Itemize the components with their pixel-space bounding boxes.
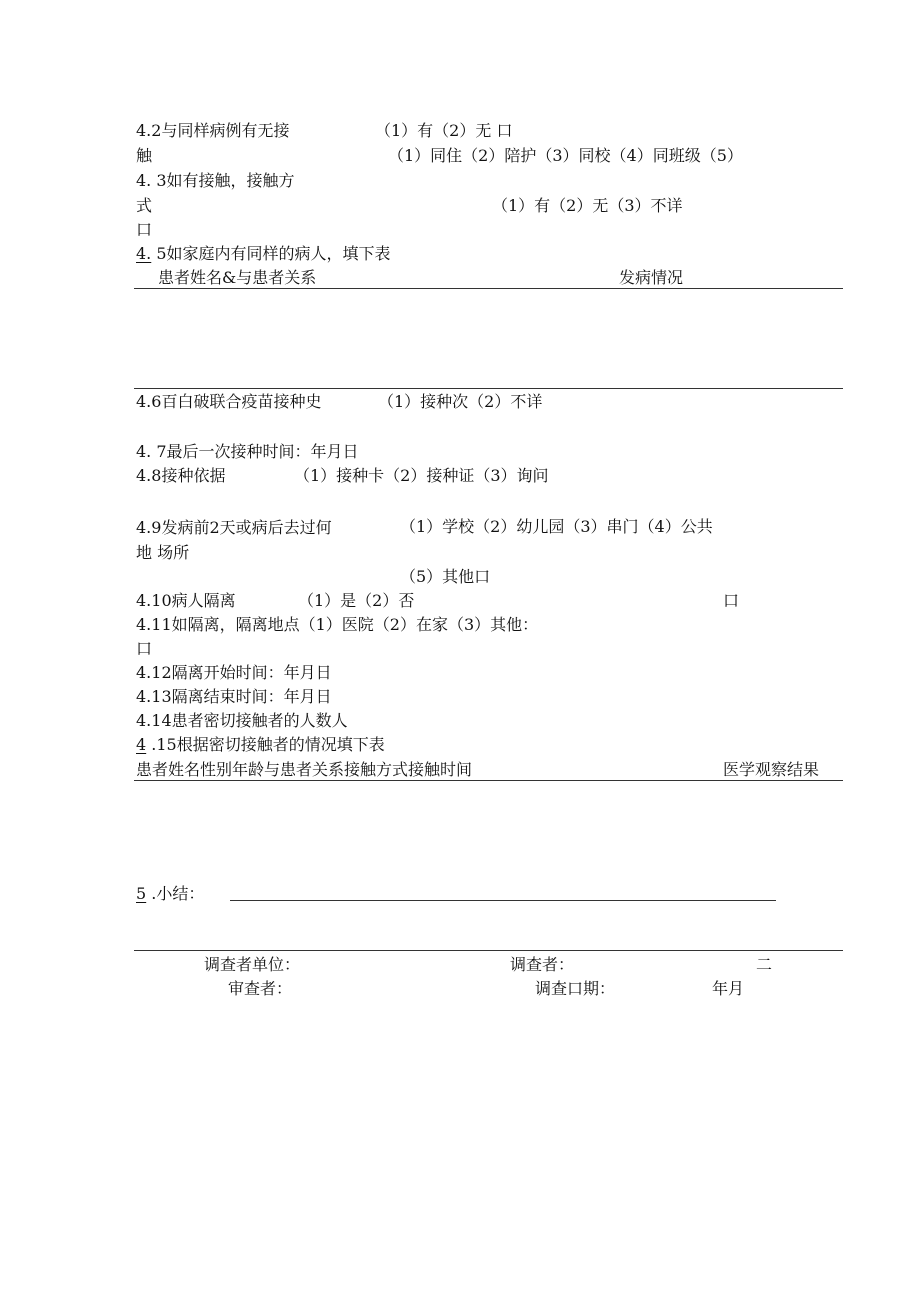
q4-15-title: .15根据密切接触者的情况填下表 [146,735,385,754]
q4-3-label: 4. 3如有接触，接触方 [136,171,295,190]
q4-8-options: （1）接种卡（2）接种证（3）询问 [294,466,549,485]
q4-5-col-patient: 患者姓名&与患者关系 [158,268,317,287]
summary-label: .小结： [146,884,205,903]
q4-15-table-rule [134,780,843,781]
q4-11-text: 4.11如隔离，隔离地点（1）医院（2）在家（3）其他： [136,615,539,634]
q4-13-text: 4.13隔离结束时间：年月日 [136,687,332,706]
q4-15-columns: 患者姓名性别年龄与患者关系接触方式接触时间 [136,760,473,779]
survey-date-label: 调查口期： [535,979,616,998]
q4-15-heading [136,735,385,755]
q4-12-text: 4.12隔离开始时间：年月日 [136,663,332,682]
summary-fill-line [230,900,776,901]
q4-3-label-cont: 式 [136,196,153,215]
q4-3-options: （1）同住（2）陪护（3）同校（4）同班级（5） [388,146,743,165]
q4-5-heading [136,244,391,264]
q4-14-text: 4.14患者密切接触者的人数人 [136,711,348,730]
q4-4-options: （1）有（2）无（3）不详 [492,196,683,215]
q4-7-text: 4. 7最后一次接种时间：年月日 [136,442,359,461]
q4-8-label: 4.8接种依据 [136,466,226,485]
reviewer-label: 审查者： [228,979,293,998]
q4-9-options-cont: （5）其他口 [400,567,491,586]
q4-11-checkbox: 口 [136,639,153,658]
q4-6-options: （1）接种次（2）不详 [378,392,543,411]
year-month-text: 年月 [712,979,745,998]
q4-5-number: 4. [136,244,152,263]
q4-2-options: （1）有（2）无 口 [375,121,513,140]
q4-10-checkbox: 口 [723,591,740,610]
q4-5-table-bottom-rule [134,388,843,389]
q4-9-label-cont: 地 场所 [136,543,190,562]
q4-6-label: 4.6百白破联合疫苗接种史 [136,392,322,411]
summary-heading [136,884,204,904]
q4-5-col-onset: 发病情况 [619,268,684,287]
q4-3-checkbox: 口 [136,220,153,239]
q4-15-number: 4 [136,735,147,754]
footer-rule [134,950,843,951]
q4-10-options: （1）是（2）否 [298,591,415,610]
investigator-label: 调查者： [510,955,575,974]
investigator-unit-label: 调查者单位： [204,955,301,974]
q4-2-label-cont: 触 [136,146,153,165]
q4-9-label: 4.9发病前2天或病后去过何 [136,518,332,537]
summary-number: 5 [136,884,147,903]
q4-2-label: 4.2与同样病例有无接 [136,121,290,140]
q4-5-table-top-rule [134,288,843,289]
q4-10-label: 4.10病人隔离 [136,591,236,610]
q4-5-title: 5如家庭内有同样的病人，填下表 [151,244,391,263]
q4-9-options: （1）学校（2）幼儿园（3）串门（4）公共 [400,517,713,536]
footer-dash: 二 [756,955,773,974]
q4-15-col-result: 医学观察结果 [723,760,820,779]
